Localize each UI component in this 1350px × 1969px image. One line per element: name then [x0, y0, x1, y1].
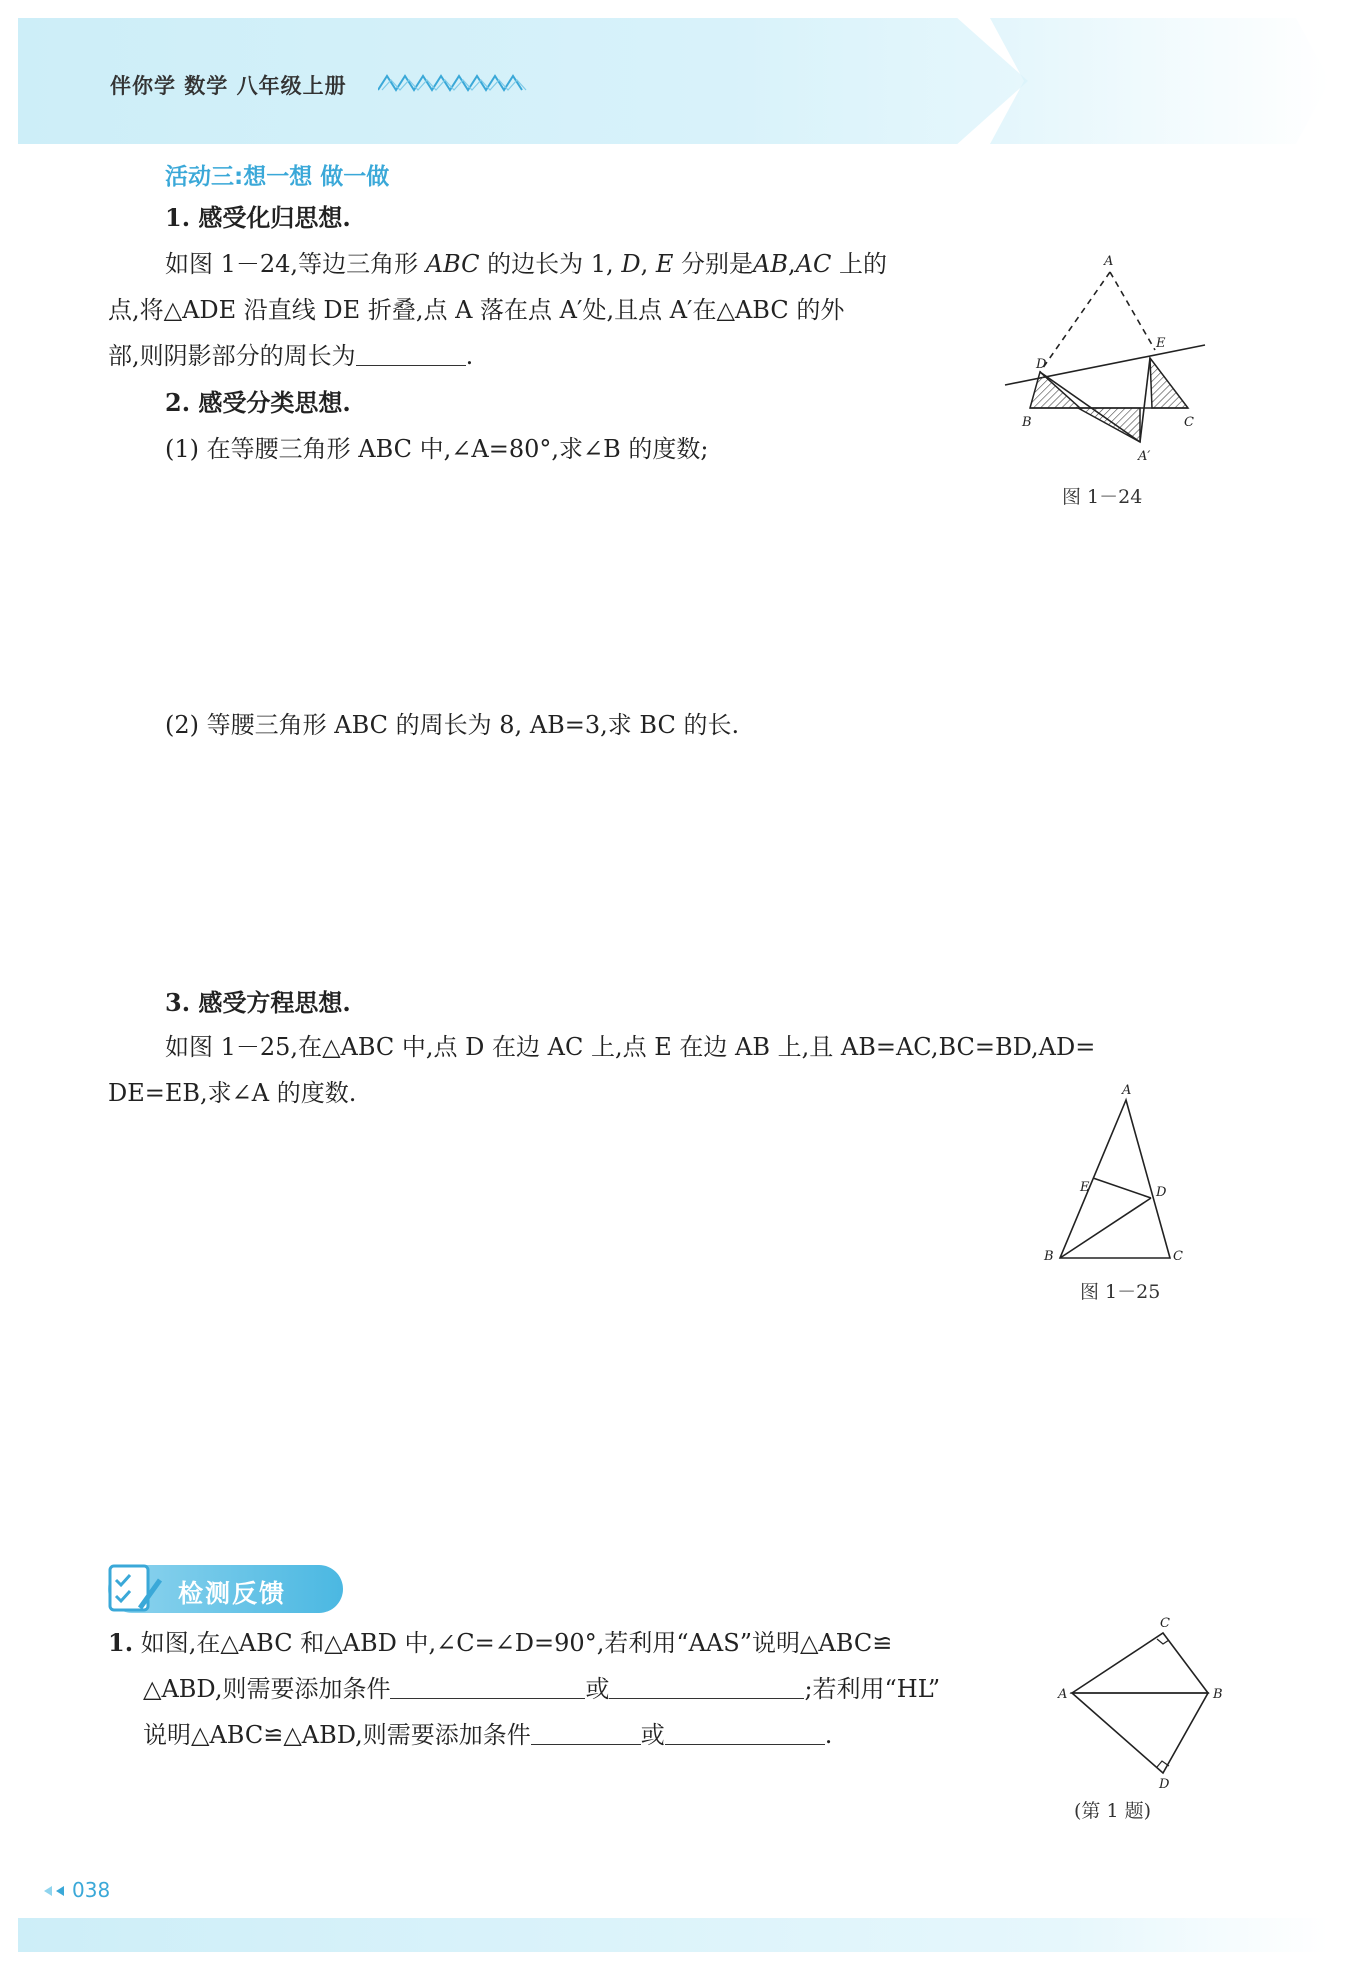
- q1-line1-f: ,: [787, 250, 796, 278]
- fig125-label-c: C: [1173, 1249, 1183, 1264]
- triangle-abc: [1060, 1100, 1170, 1258]
- q1-line1-c: ,: [640, 250, 649, 278]
- triangle-abc-fb: [1072, 1633, 1208, 1693]
- q1-line1-b: 的边长为 1,: [487, 250, 614, 278]
- segment-bd: [1060, 1198, 1151, 1258]
- fig124-caption: 图 1－24: [1062, 486, 1143, 508]
- triangle-abd-fb: [1072, 1693, 1208, 1773]
- q1-e: E: [655, 250, 674, 278]
- q1-abc: ABC: [425, 250, 480, 278]
- shaded-region-right: [1150, 358, 1188, 408]
- header-arrow-decoration: [990, 18, 1330, 144]
- fig124-label-c: C: [1184, 415, 1194, 430]
- fold-dashed-ad: [1040, 272, 1110, 372]
- fb-label-a: A: [1058, 1687, 1068, 1702]
- fb-q1-line2b: ;若利用“HL”: [804, 1675, 941, 1703]
- figure-1-24: [1000, 250, 1220, 470]
- fig125-label-a: A: [1122, 1083, 1132, 1098]
- fb-q1-line3: [143, 1720, 832, 1750]
- q1-heading: [165, 203, 351, 233]
- q2-number: 2.: [165, 388, 191, 417]
- shaded-region-left: [1030, 372, 1080, 408]
- fb-aas-blank-1[interactable]: [390, 1676, 585, 1699]
- figure-feedback-q1: [1050, 1610, 1240, 1790]
- fold-dashed-ae: [1110, 272, 1155, 350]
- q1-number: 1.: [165, 203, 191, 232]
- q3-number: 3.: [165, 988, 191, 1017]
- footer-band: [18, 1918, 1328, 1952]
- activity-title: 活动三:想一想 做一做: [165, 164, 390, 190]
- feedback-title: 检测反馈: [178, 1579, 287, 1608]
- line-de: [1005, 345, 1205, 385]
- fb-hl-blank-2[interactable]: [665, 1722, 825, 1745]
- fb-hl-blank-1[interactable]: [531, 1722, 641, 1745]
- q1-d: D: [621, 250, 641, 278]
- fb-label-b: B: [1213, 1687, 1223, 1702]
- checklist-pencil-icon: [104, 1558, 166, 1620]
- q1-line2: 点,将△ADE 沿直线 DE 折叠,点 A 落在点 A′处,且点 A′在△ABC 的外: [108, 296, 845, 324]
- book-title: 伴你学 数学 八年级上册: [110, 74, 347, 98]
- segment-de: [1093, 1178, 1151, 1198]
- q1-ab: AB: [753, 250, 788, 278]
- q1-heading-text: 感受化归思想.: [198, 203, 351, 232]
- fb-aas-blank-2[interactable]: [609, 1676, 804, 1699]
- q1-line1: [165, 249, 887, 279]
- q2-heading-text: 感受分类思想.: [198, 388, 351, 417]
- q3-heading: [165, 988, 351, 1018]
- fig125-label-e: E: [1080, 1180, 1090, 1195]
- fig125-caption: 图 1－25: [1080, 1281, 1161, 1303]
- q1-line1-d: 分别是: [681, 250, 754, 278]
- fb-or-1: 或: [585, 1675, 610, 1703]
- page-number: 038: [72, 1878, 111, 1902]
- q1-line1-text: 如图 1－24,等边三角形: [165, 250, 419, 278]
- q1-line3-text: 部,则阴影部分的周长为: [108, 342, 356, 370]
- figure-1-25: [1030, 1080, 1230, 1270]
- fig124-label-b: B: [1022, 415, 1032, 430]
- double-arrow-icon: [44, 1884, 72, 1898]
- shaded-region-bottom: [1078, 408, 1140, 442]
- q2-part2: (2) 等腰三角形 ABC 的周长为 8, AB=3,求 BC 的长.: [165, 711, 740, 739]
- fb-or-2: 或: [640, 1721, 665, 1749]
- fig124-label-d: D: [1036, 357, 1047, 372]
- fb-q1-line2: [143, 1674, 940, 1704]
- fb-label-d: D: [1159, 1777, 1170, 1790]
- fb-figure-caption: (第 1 题): [1074, 1800, 1151, 1822]
- fb-q1-line2a: △ABD,则需要添加条件: [143, 1675, 391, 1703]
- fb-q1-line3a: 说明△ABC≌△ABD,则需要添加条件: [143, 1721, 531, 1749]
- fig124-label-a: A: [1104, 254, 1114, 269]
- fb-q1-line1: [108, 1628, 892, 1658]
- q1-ac: AC: [795, 250, 832, 278]
- q2-heading: [165, 388, 351, 418]
- q3-line2: DE=EB,求∠A 的度数.: [108, 1079, 357, 1107]
- q1-line3: 部,则阴影部分的周长为 .: [108, 342, 474, 370]
- fig125-label-d: D: [1156, 1185, 1167, 1200]
- q1-line1-g: 上的: [838, 250, 887, 278]
- q3-line1: 如图 1－25,在△ABC 中,点 D 在边 AC 上,点 E 在边 AB 上,且 AB=AC,BC=BD,AD=: [165, 1033, 1096, 1061]
- q1-answer-blank[interactable]: [356, 343, 466, 366]
- q2-part1: (1) 在等腰三角形 ABC 中,∠A=80°,求∠B 的度数;: [165, 435, 709, 463]
- fb-q1-line1-text: 如图,在△ABC 和△ABD 中,∠C=∠D=90°,若利用“AAS”说明△ABC≌: [140, 1629, 893, 1657]
- fig124-label-e: E: [1156, 336, 1166, 351]
- fb-label-c: C: [1160, 1616, 1170, 1631]
- fb-q1-number: 1.: [108, 1628, 134, 1657]
- folded-ea: [1140, 358, 1150, 442]
- fb-q1-line3b: .: [824, 1721, 833, 1749]
- q3-heading-text: 感受方程思想.: [198, 988, 351, 1017]
- fig125-label-b: B: [1044, 1249, 1054, 1264]
- zigzag-decoration-icon: [378, 72, 528, 94]
- fig124-label-a-prime: A′: [1138, 449, 1151, 464]
